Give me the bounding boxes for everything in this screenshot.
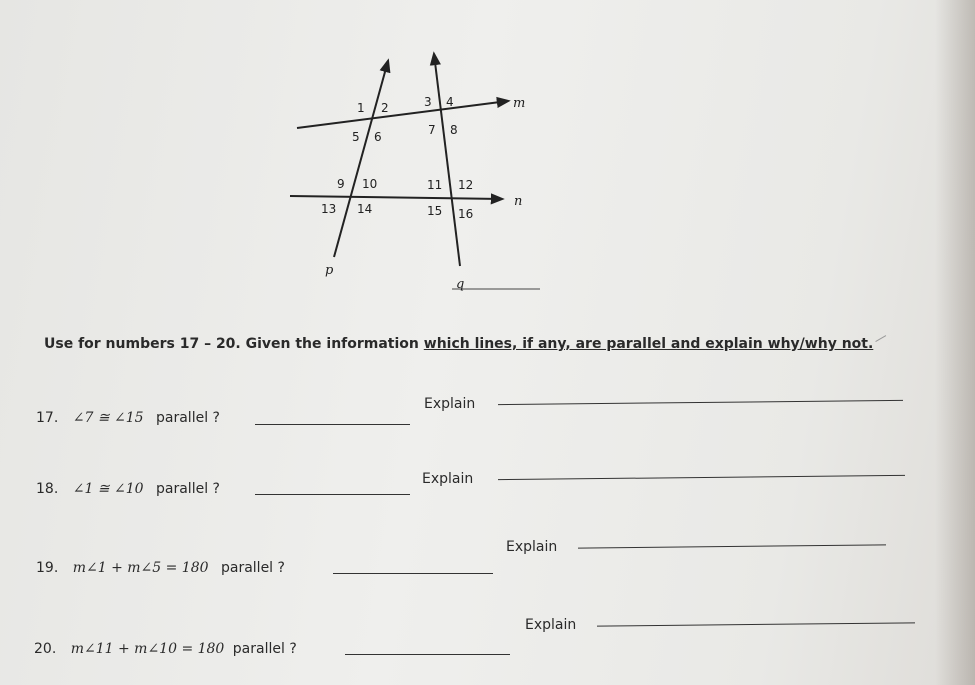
parallel-prompt: parallel ? bbox=[232, 641, 297, 657]
angle-label-7: 7 bbox=[428, 123, 436, 137]
parallel-answer-blank[interactable] bbox=[255, 424, 410, 425]
angle-label-1: 1 bbox=[357, 101, 365, 115]
angle-label-4: 4 bbox=[446, 95, 454, 109]
line-p-label: p bbox=[325, 263, 334, 278]
parallel-answer-blank[interactable] bbox=[255, 494, 410, 495]
parallel-prompt: parallel ? bbox=[156, 481, 220, 497]
question-number: 20. bbox=[34, 641, 57, 657]
angle-label-11: 11 bbox=[427, 178, 443, 192]
instructions bbox=[44, 336, 873, 352]
angle-label-5: 5 bbox=[352, 130, 360, 144]
line-m bbox=[297, 101, 508, 128]
angle-label-13: 13 bbox=[321, 202, 337, 216]
angle-label-16: 16 bbox=[458, 207, 474, 221]
line-q bbox=[434, 54, 460, 266]
line-m-label: m bbox=[513, 96, 526, 111]
explain-label: Explain bbox=[525, 617, 577, 633]
explain-label: Explain bbox=[422, 471, 474, 487]
question-number: 19. bbox=[36, 560, 59, 576]
explain-answer-blank[interactable] bbox=[498, 400, 903, 405]
question-18 bbox=[36, 481, 220, 497]
question-17 bbox=[36, 410, 220, 426]
instructions-lead: Use for numbers 17 – 20. Given the information bbox=[44, 336, 424, 352]
angle-label-10: 10 bbox=[362, 177, 378, 191]
instructions-underlined: which lines, if any, are parallel and explain why/why not. bbox=[423, 336, 874, 352]
angle-label-12: 12 bbox=[458, 178, 474, 192]
angle-label-3: 3 bbox=[424, 95, 432, 109]
question-statement: ∠7 ≅ ∠15 bbox=[72, 410, 144, 426]
angle-label-15: 15 bbox=[427, 204, 443, 218]
line-p bbox=[334, 61, 388, 257]
pencil-mark bbox=[875, 335, 886, 343]
parallel-answer-blank[interactable] bbox=[345, 654, 510, 655]
parallel-answer-blank[interactable] bbox=[333, 573, 493, 574]
explain-answer-blank[interactable] bbox=[578, 544, 886, 548]
angle-label-2: 2 bbox=[381, 101, 389, 115]
line-n bbox=[290, 196, 502, 199]
line-q-label: q bbox=[456, 277, 465, 292]
explain-label: Explain bbox=[424, 396, 476, 412]
question-20 bbox=[34, 641, 297, 657]
line-n-label: n bbox=[514, 194, 523, 209]
question-statement: m∠11 + m∠10 = 180 bbox=[70, 641, 225, 657]
transversal-diagram bbox=[0, 0, 975, 320]
explain-answer-blank[interactable] bbox=[498, 475, 905, 480]
angle-label-8: 8 bbox=[450, 123, 458, 137]
question-number: 17. bbox=[36, 410, 59, 426]
explain-answer-blank[interactable] bbox=[597, 622, 915, 626]
parallel-prompt: parallel ? bbox=[156, 410, 220, 426]
question-statement: ∠1 ≅ ∠10 bbox=[72, 481, 144, 497]
parallel-prompt: parallel ? bbox=[220, 560, 285, 576]
question-19 bbox=[36, 560, 285, 576]
question-number: 18. bbox=[36, 481, 59, 497]
question-statement: m∠1 + m∠5 = 180 bbox=[72, 560, 209, 576]
angle-label-9: 9 bbox=[337, 177, 345, 191]
angle-label-14: 14 bbox=[357, 202, 373, 216]
explain-label: Explain bbox=[506, 539, 558, 555]
angle-label-6: 6 bbox=[374, 130, 382, 144]
